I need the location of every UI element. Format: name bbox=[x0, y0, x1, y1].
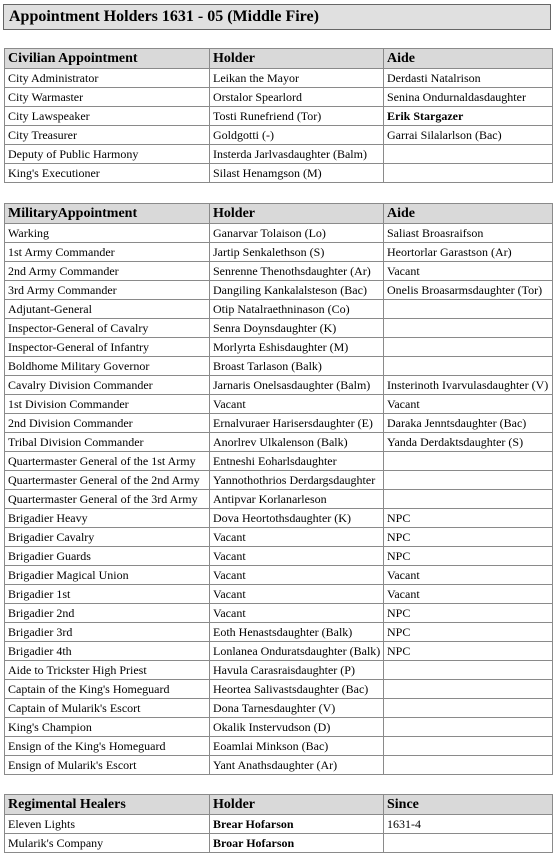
appointment-cell: City Administrator bbox=[5, 69, 210, 88]
appointment-cell: Tribal Division Commander bbox=[5, 433, 210, 452]
appointment-cell: Quartermaster General of the 3rd Army bbox=[5, 490, 210, 509]
table-row bbox=[5, 145, 553, 164]
table-row bbox=[5, 661, 553, 680]
appointment-cell: Boldhome Military Governor bbox=[5, 357, 210, 376]
table-header-row bbox=[5, 49, 553, 69]
table-row bbox=[5, 357, 553, 376]
appointment-cell: 1st Division Commander bbox=[5, 395, 210, 414]
holder-cell: Ganarvar Tolaison (Lo) bbox=[210, 224, 384, 243]
aide-cell bbox=[384, 452, 553, 471]
holder-cell: Eoth Henastsdaughter (Balk) bbox=[210, 623, 384, 642]
appointment-cell: Brigadier 2nd bbox=[5, 604, 210, 623]
holder-cell: Dangiling Kankalalsteson (Bac) bbox=[210, 281, 384, 300]
appointment-cell: Cavalry Division Commander bbox=[5, 376, 210, 395]
holder-cell: Insterda Jarlvasdaughter (Balm) bbox=[210, 145, 384, 164]
aide-cell: NPC bbox=[384, 642, 553, 661]
table-row bbox=[5, 815, 553, 834]
holder-cell: Vacant bbox=[210, 395, 384, 414]
table-row bbox=[5, 718, 553, 737]
appointment-cell: Ensign of Mularik's Escort bbox=[5, 756, 210, 775]
aide-cell: NPC bbox=[384, 604, 553, 623]
table-row bbox=[5, 414, 553, 433]
table-row bbox=[5, 319, 553, 338]
appointment-cell: Inspector-General of Infantry bbox=[5, 338, 210, 357]
table-row bbox=[5, 376, 553, 395]
appointment-cell: King's Champion bbox=[5, 718, 210, 737]
aide-cell bbox=[384, 319, 553, 338]
column-header: Aide bbox=[384, 49, 553, 69]
holder-cell: Tosti Runefriend (Tor) bbox=[210, 107, 384, 126]
holder-cell: Orstalor Spearlord bbox=[210, 88, 384, 107]
holder-cell: Goldgotti (-) bbox=[210, 126, 384, 145]
civilian-appointments-table bbox=[4, 48, 553, 183]
holder-cell: Vacant bbox=[210, 528, 384, 547]
appointment-cell: Deputy of Public Harmony bbox=[5, 145, 210, 164]
table-row bbox=[5, 69, 553, 88]
aide-cell bbox=[384, 718, 553, 737]
column-header: Regimental Healers bbox=[5, 795, 210, 815]
appointment-cell: City Lawspeaker bbox=[5, 107, 210, 126]
table-header-row bbox=[5, 204, 553, 224]
holder-cell: Vacant bbox=[210, 566, 384, 585]
aide-cell: Senina Ondurnaldasdaughter bbox=[384, 88, 553, 107]
appointment-cell: Quartermaster General of the 1st Army bbox=[5, 452, 210, 471]
holder-cell: Brear Hofarson bbox=[210, 815, 384, 834]
appointment-cell: Inspector-General of Cavalry bbox=[5, 319, 210, 338]
holder-cell: Yannothothrios Derdargsdaughter bbox=[210, 471, 384, 490]
appointment-cell: Eleven Lights bbox=[5, 815, 210, 834]
table-row bbox=[5, 224, 553, 243]
holder-cell: Jarnaris Onelsasdaughter (Balm) bbox=[210, 376, 384, 395]
holder-cell: Morlyrta Eshisdaughter (M) bbox=[210, 338, 384, 357]
holder-cell: Antipvar Korlanarleson bbox=[210, 490, 384, 509]
military-appointments-table bbox=[4, 203, 553, 775]
column-header: Civilian Appointment bbox=[5, 49, 210, 69]
aide-cell: Erik Stargazer bbox=[384, 107, 553, 126]
holder-cell: Lonlanea Onduratsdaughter (Balk) bbox=[210, 642, 384, 661]
appointment-cell: Brigadier Cavalry bbox=[5, 528, 210, 547]
column-header: Holder bbox=[210, 204, 384, 224]
holder-cell: Dova Heortothsdaughter (K) bbox=[210, 509, 384, 528]
holder-cell: Senra Doynsdaughter (K) bbox=[210, 319, 384, 338]
holder-cell: Okalik Instervudson (D) bbox=[210, 718, 384, 737]
table-row bbox=[5, 243, 553, 262]
table-row bbox=[5, 528, 553, 547]
aide-cell bbox=[384, 164, 553, 183]
holder-cell: Otip Natalraethninason (Co) bbox=[210, 300, 384, 319]
table-row bbox=[5, 452, 553, 471]
aide-cell: Vacant bbox=[384, 566, 553, 585]
aide-cell: NPC bbox=[384, 509, 553, 528]
table-row bbox=[5, 737, 553, 756]
holder-cell: Anorlrev Ulkalenson (Balk) bbox=[210, 433, 384, 452]
holder-cell: Dona Tarnesdaughter (V) bbox=[210, 699, 384, 718]
holder-cell: Jartip Senkalethson (S) bbox=[210, 243, 384, 262]
appointment-cell: Captain of the King's Homeguard bbox=[5, 680, 210, 699]
aide-cell: Saliast Broasraifson bbox=[384, 224, 553, 243]
table-row bbox=[5, 490, 553, 509]
aide-cell: NPC bbox=[384, 547, 553, 566]
holder-cell: Havula Carasraisdaughter (P) bbox=[210, 661, 384, 680]
table-row bbox=[5, 471, 553, 490]
table-row bbox=[5, 300, 553, 319]
holder-cell: Vacant bbox=[210, 547, 384, 566]
appointment-cell: 1st Army Commander bbox=[5, 243, 210, 262]
table-row bbox=[5, 164, 553, 183]
aide-cell: Heortorlar Garastson (Ar) bbox=[384, 243, 553, 262]
holder-cell: Vacant bbox=[210, 604, 384, 623]
appointment-cell: Aide to Trickster High Priest bbox=[5, 661, 210, 680]
aide-cell bbox=[384, 490, 553, 509]
holder-cell: Heortea Salivastsdaughter (Bac) bbox=[210, 680, 384, 699]
table-row bbox=[5, 338, 553, 357]
appointment-cell: City Treasurer bbox=[5, 126, 210, 145]
column-header: Aide bbox=[384, 204, 553, 224]
table-row bbox=[5, 281, 553, 300]
holder-cell: Broar Hofarson bbox=[210, 834, 384, 853]
appointment-cell: Quartermaster General of the 2nd Army bbox=[5, 471, 210, 490]
table-row bbox=[5, 699, 553, 718]
table-row bbox=[5, 547, 553, 566]
holder-cell: Broast Tarlason (Balk) bbox=[210, 357, 384, 376]
aide-cell bbox=[384, 834, 553, 853]
aide-cell bbox=[384, 471, 553, 490]
aide-cell bbox=[384, 300, 553, 319]
appointment-cell: Brigadier 1st bbox=[5, 585, 210, 604]
table-row bbox=[5, 262, 553, 281]
holder-cell: Silast Henamgson (M) bbox=[210, 164, 384, 183]
aide-cell: Yanda Derdaktsdaughter (S) bbox=[384, 433, 553, 452]
aide-cell: Vacant bbox=[384, 262, 553, 281]
column-header: Since bbox=[384, 795, 553, 815]
appointment-cell: Mularik's Company bbox=[5, 834, 210, 853]
aide-cell: Insterinoth Ivarvulasdaughter (V) bbox=[384, 376, 553, 395]
table-row bbox=[5, 585, 553, 604]
table-row bbox=[5, 623, 553, 642]
holder-cell: Senrenne Thenothsdaughter (Ar) bbox=[210, 262, 384, 281]
regimental-healers-table bbox=[4, 794, 553, 853]
table-row bbox=[5, 126, 553, 145]
appointment-cell: City Warmaster bbox=[5, 88, 210, 107]
table-row bbox=[5, 88, 553, 107]
aide-cell: Vacant bbox=[384, 395, 553, 414]
holder-cell: Vacant bbox=[210, 585, 384, 604]
holder-cell: Yant Anathsdaughter (Ar) bbox=[210, 756, 384, 775]
aide-cell: 1631-4 bbox=[384, 815, 553, 834]
aide-cell: Derdasti Natalrison bbox=[384, 69, 553, 88]
table-row bbox=[5, 756, 553, 775]
table-row bbox=[5, 433, 553, 452]
holder-cell: Leikan the Mayor bbox=[210, 69, 384, 88]
appointment-cell: King's Executioner bbox=[5, 164, 210, 183]
table-row bbox=[5, 834, 553, 853]
appointment-cell: 2nd Army Commander bbox=[5, 262, 210, 281]
appointment-cell: Brigadier 3rd bbox=[5, 623, 210, 642]
table-row bbox=[5, 566, 553, 585]
aide-cell: Onelis Broasarmsdaughter (Tor) bbox=[384, 281, 553, 300]
appointment-cell: Brigadier 4th bbox=[5, 642, 210, 661]
appointment-cell: Adjutant-General bbox=[5, 300, 210, 319]
aide-cell: Vacant bbox=[384, 585, 553, 604]
table-row bbox=[5, 395, 553, 414]
table-row bbox=[5, 680, 553, 699]
appointment-cell: Brigadier Heavy bbox=[5, 509, 210, 528]
aide-cell bbox=[384, 338, 553, 357]
aide-cell: NPC bbox=[384, 623, 553, 642]
appointment-cell: 2nd Division Commander bbox=[5, 414, 210, 433]
aide-cell bbox=[384, 357, 553, 376]
holder-cell: Ernalvuraer Harisersdaughter (E) bbox=[210, 414, 384, 433]
table-header-row bbox=[5, 795, 553, 815]
aide-cell: Garrai Silalarlson (Bac) bbox=[384, 126, 553, 145]
aide-cell: Daraka Jenntsdaughter (Bac) bbox=[384, 414, 553, 433]
aide-cell bbox=[384, 680, 553, 699]
appointment-cell: 3rd Army Commander bbox=[5, 281, 210, 300]
aide-cell bbox=[384, 145, 553, 164]
column-header: MilitaryAppointment bbox=[5, 204, 210, 224]
table-row bbox=[5, 509, 553, 528]
appointment-cell: Brigadier Magical Union bbox=[5, 566, 210, 585]
column-header: Holder bbox=[210, 49, 384, 69]
aide-cell bbox=[384, 699, 553, 718]
appointment-cell: Captain of Mularik's Escort bbox=[5, 699, 210, 718]
aide-cell: NPC bbox=[384, 528, 553, 547]
table-row bbox=[5, 604, 553, 623]
column-header: Holder bbox=[210, 795, 384, 815]
table-row bbox=[5, 107, 553, 126]
holder-cell: Entneshi Eoharlsdaughter bbox=[210, 452, 384, 471]
appointment-cell: Ensign of the King's Homeguard bbox=[5, 737, 210, 756]
aide-cell bbox=[384, 737, 553, 756]
appointment-cell: Warking bbox=[5, 224, 210, 243]
page-title: Appointment Holders 1631 - 05 (Middle Fire) bbox=[3, 4, 551, 30]
table-row bbox=[5, 642, 553, 661]
aide-cell bbox=[384, 661, 553, 680]
aide-cell bbox=[384, 756, 553, 775]
holder-cell: Eoamlai Minkson (Bac) bbox=[210, 737, 384, 756]
appointment-cell: Brigadier Guards bbox=[5, 547, 210, 566]
